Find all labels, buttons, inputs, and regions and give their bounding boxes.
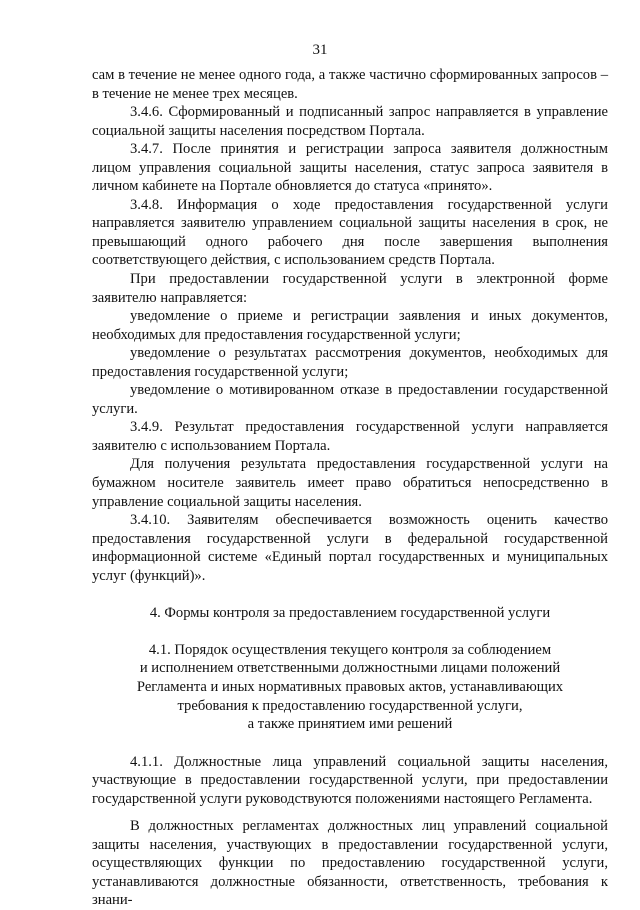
- paragraph: Для получения результата предоставления государственной услуги на бумажном носителе заявитель имеет право обратиться непосредственно в управление социальной защиты населения.: [92, 456, 608, 510]
- paragraph: 3.4.10. Заявителям обеспечивается возможность оценить качество предоставления государственной услуги в федеральной государственной информационной системе «Единый портал государственных и муниципальных услуг (функций)».: [92, 512, 608, 584]
- paragraph: уведомление о мотивированном отказе в предоставлении государственной услуги.: [92, 382, 608, 417]
- paragraph: уведомление о приеме и регистрации заявления и иных документов, необходимых для предоставления государственной услуги;: [92, 308, 608, 343]
- subsection-title: [92, 641, 608, 734]
- subsection-title-line: Регламента и иных нормативных правовых актов, устанавливающих: [136, 678, 564, 695]
- page-number: 31: [312, 42, 328, 58]
- paragraph: уведомление о результатах рассмотрения документов, необходимых для предоставления государственной услуги;: [92, 345, 608, 380]
- paragraph: В должностных регламентах должностных лиц управлений социальной защиты населения, участвующих в предоставлении государственной услуги, осуществляющих функции по предоставлению государственной услуги, устанавливаются должностные обязанности, ответственность, требования к знани-: [92, 818, 608, 909]
- paragraph: 4.1.1. Должностные лица управлений социальной защиты населения, участвующие в предоставлении государственной услуги, при предоставлении государственной услуги руководствуются положениями настоящего Регламента.: [92, 753, 608, 807]
- section-title: 4. Формы контроля за предоставлением государственной услуги: [149, 605, 551, 622]
- paragraph: При предоставлении государственной услуги в электронной форме заявителю направляется:: [92, 271, 608, 306]
- subsection-title-line: требования к предоставлению государственной услуги,: [177, 697, 523, 714]
- paragraph: 3.4.9. Результат предоставления государственной услуги направляется заявителю с использованием Портала.: [92, 419, 608, 454]
- subsection-title-line: а также принятием ими решений: [247, 716, 453, 733]
- document-body: [92, 66, 608, 910]
- paragraph: 3.4.6. Сформированный и подписанный запрос направляется в управление социальной защиты населения посредством Портала.: [92, 104, 608, 139]
- paragraph: сам в течение не менее одного года, а также частично сформированных запросов – в течение не менее трех месяцев.: [92, 67, 608, 102]
- paragraph: 3.4.8. Информация о ходе предоставления государственной услуги направляется заявителю управлением социальной защиты населения в срок, не превышающий одного рабочего дня после завершения выполнения соответствующего действия, с использованием средств Портала.: [92, 196, 608, 269]
- subsection-title-line: 4.1. Порядок осуществления текущего контроля за соблюдением: [148, 641, 552, 658]
- paragraph: 3.4.7. После принятия и регистрации запроса заявителя должностным лицом управления социальной защиты населения, статус запроса заявителя в личном кабинете на Портале обновляется до статуса «принято».: [92, 141, 608, 195]
- subsection-title-line: и исполнением ответственными должностными лицами положений: [139, 660, 561, 677]
